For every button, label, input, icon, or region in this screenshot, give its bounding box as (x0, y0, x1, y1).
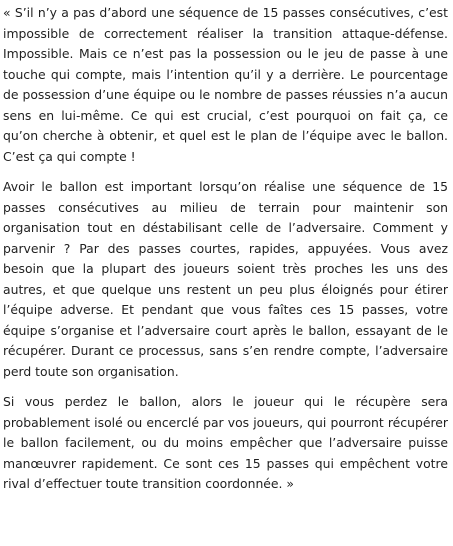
paragraph-2: Avoir le ballon est important lorsqu’on réalise une séquence de 15 passes consécutives au milieu de terrain pour maintenir son organisation tout en déstabilisant celle de l’adversaire. Comment y parvenir ? Par des passes courtes, rapides, appuyées. Vous avez besoin que la plupart des joueurs soient très proches les uns des autres, et que quelque uns restent un peu plus éloignés pour étirer l’équipe adverse. Et pendant que vous faîtes ces 15 passes, votre équipe s’organise et l’adversaire court après le ballon, essayant de le récupérer. Durant ce processus, sans s’en rendre compte, l’adversaire perd toute son organisation. (3, 179, 448, 379)
paragraph-3: Si vous perdez le ballon, alors le joueur qui le récupère sera probablement isolé ou encerclé par vos joueurs, qui pourront récupérer le ballon facilement, ou du moins empêcher que l’adversaire puisse manœuvrer rapidement. Ce sont ces 15 passes qui empêchent votre rival d’effectuer toute transition coordonnée. » (3, 394, 448, 491)
paragraph-1: « S’il n’y a pas d’abord une séquence de 15 passes consécutives, c’est impossible de correctement réaliser la transition attaque-défense. Impossible. Mais ce n’est pas la possession ou le jeu de passe à une touche qui compte, mais l’intention qu’il y a derrière. Le pourcentage de possession d’une équipe ou le nombre de passes réussies n’a aucun sens en lui-même. Ce qui est crucial, c’est pourquoi on fait ça, ce qu’on cherche à obtenir, et quel est le plan de l’équipe avec le ballon. C’est ça qui compte ! (3, 5, 448, 164)
